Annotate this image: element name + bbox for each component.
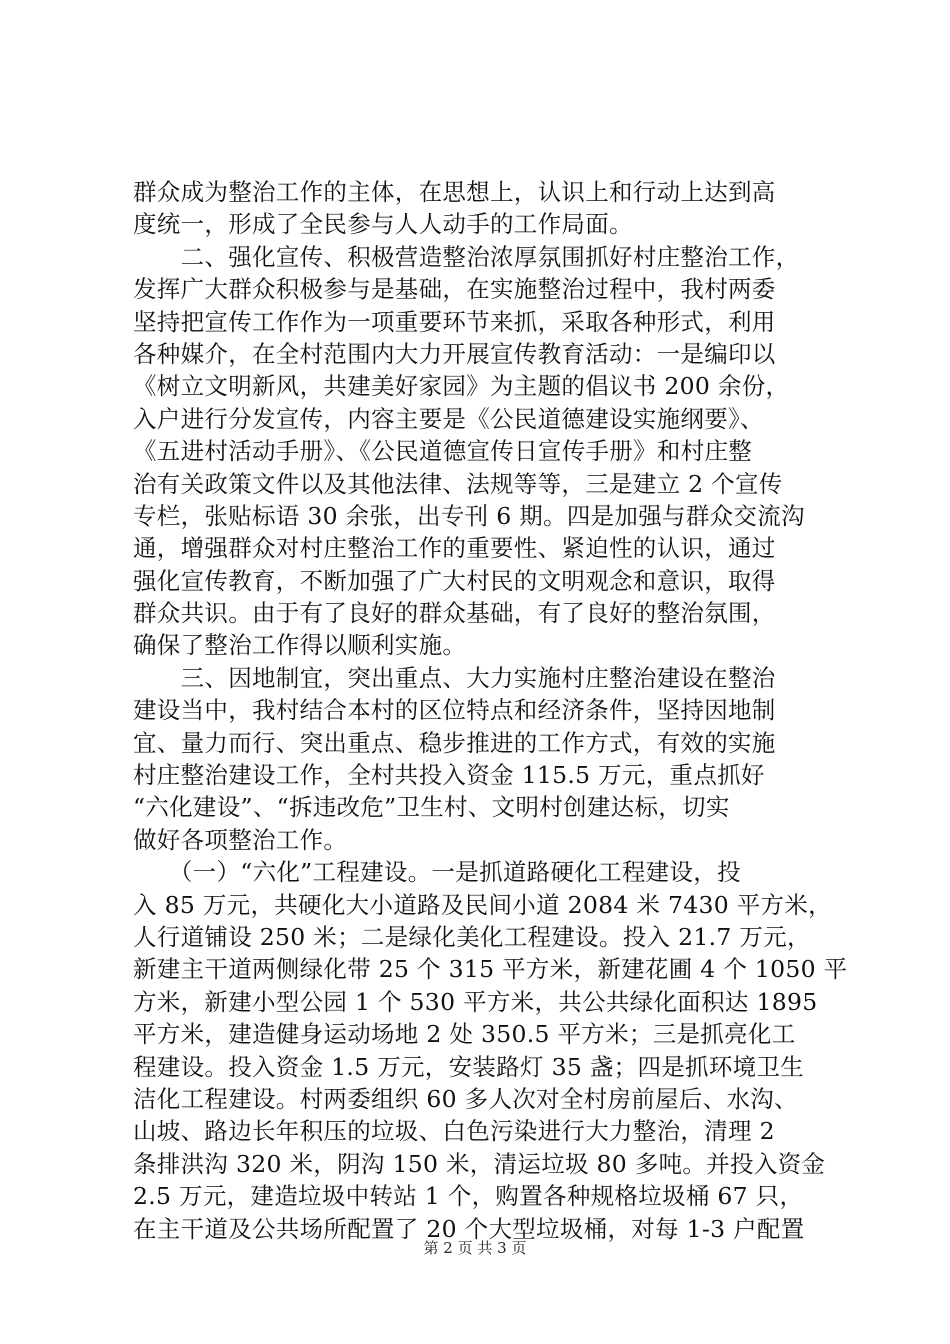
- text-line: “六化建设”、“拆违改危”卫生村、文明村创建达标，切实: [133, 793, 730, 822]
- document-body: [133, 176, 848, 1245]
- text-line: 群众共识。由于有了良好的群众基础，有了良好的整治氛围，: [133, 599, 776, 628]
- text-line: 方米，新建小型公园 1 个 530 平方米，共公共绿化面积达 1895: [133, 987, 818, 1016]
- text-line: 二、强化宣传、积极营造整治浓厚氛围抓好村庄整治工作，: [133, 242, 800, 271]
- text-line: 山坡、路边长年积压的垃圾、白色污染进行大力整治，清理 2: [133, 1117, 775, 1146]
- text-line: （一）“六化”工程建设。一是抓道路硬化工程建设，投: [133, 858, 741, 887]
- text-line: 通，增强群众对村庄整治工作的重要性、紧迫性的认识，通过: [133, 534, 776, 563]
- text-line: 人行道铺设 250 米；二是绿化美化工程建设。投入 21.7 万元，: [133, 922, 811, 951]
- page-footer: 第 2 页 共 3 页: [423, 1239, 527, 1257]
- text-line: 洁化工程建设。村两委组织 60 多人次对全村房前屋后、水沟、: [133, 1084, 798, 1113]
- text-line: 做好各项整治工作。: [133, 825, 348, 854]
- text-line: 建设当中，我村结合本村的区位特点和经济条件，坚持因地制: [133, 696, 776, 725]
- text-line: 确保了整治工作得以顺利实施。: [133, 631, 467, 660]
- text-line: 平方米，建造健身运动场地 2 处 350.5 平方米；三是抓亮化工: [133, 1020, 796, 1049]
- text-line: 在主干道及公共场所配置了 20 个大型垃圾桶，对每 1-3 户配置: [133, 1214, 805, 1243]
- text-line: 强化宣传教育，不断加强了广大村民的文明观念和意识，取得: [133, 566, 776, 595]
- text-line: 治有关政策文件以及其他法律、法规等等，三是建立 2 个宣传: [133, 469, 783, 498]
- text-line: 村庄整治建设工作，全村共投入资金 115.5 万元，重点抓好: [133, 761, 765, 790]
- text-line: 度统一，形成了全民参与人人动手的工作局面。: [133, 210, 633, 239]
- text-line: 新建主干道两侧绿化带 25 个 315 平方米，新建花圃 4 个 1050 平: [133, 955, 848, 984]
- text-line: 2.5 万元，建造垃圾中转站 1 个，购置各种规格垃圾桶 67 只，: [133, 1182, 804, 1211]
- text-line: 专栏，张贴标语 30 余张，出专刊 6 期。四是加强与群众交流沟: [133, 501, 805, 530]
- text-line: 宜、量力而行、突出重点、稳步推进的工作方式，有效的实施: [133, 728, 776, 757]
- text-line: 入户进行分发宣传，内容主要是《公民道德建设实施纲要》、: [133, 404, 764, 433]
- text-line: 条排洪沟 320 米，阴沟 150 米，清运垃圾 80 多吨。并投入资金: [133, 1149, 826, 1178]
- text-line: 三、因地制宜，突出重点、大力实施村庄整治建设在整治: [133, 663, 776, 692]
- text-line: 程建设。投入资金 1.5 万元，安装路灯 35 盏；四是抓环境卫生: [133, 1052, 805, 1081]
- text-line: 各种媒介，在全村范围内大力开展宣传教育活动：一是编印以: [133, 339, 776, 368]
- text-line: 群众成为整治工作的主体，在思想上，认识上和行动上达到高: [133, 178, 776, 206]
- text-line: 发挥广大群众积极参与是基础，在实施整治过程中，我村两委: [133, 275, 776, 304]
- text-line: 坚持把宣传工作作为一项重要环节来抓，采取各种形式，利用: [133, 307, 776, 336]
- text-line: 入 85 万元，共硬化大小道路及民间小道 2084 米 7430 平方米，: [133, 890, 832, 919]
- text-line: 《树立文明新风，共建美好家园》为主题的倡议书 200 余份，: [133, 372, 790, 401]
- text-line: 《五进村活动手册》、《公民道德宣传日宣传手册》和村庄整: [133, 437, 753, 466]
